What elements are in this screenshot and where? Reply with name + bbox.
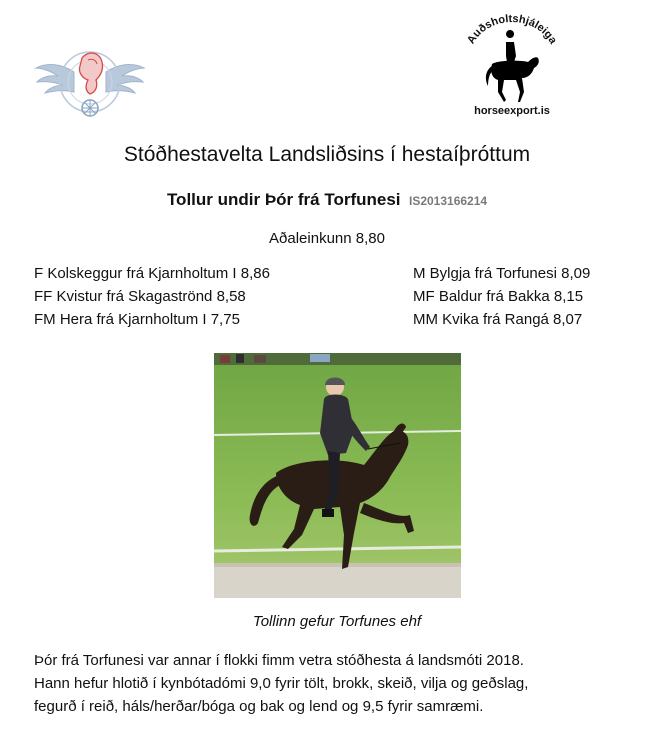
pedigree-line: FF Kvistur frá Skagaströnd 8,58 [34, 288, 246, 305]
page-title: Stóðhestavelta Landsliðsins í hestaíþróttum [123, 143, 531, 166]
logo-top-text: Auðsholtshjáleiga [465, 12, 559, 47]
pedigree-line: F Kolskeggur frá Kjarnholtum I 8,86 [34, 265, 270, 282]
pedigree-dam-side [413, 262, 590, 331]
audsholtshjaleiga-logo [462, 12, 562, 124]
pedigree-line: FM Hera frá Kjarnholtum I 7,75 [34, 311, 240, 328]
rider-on-horse-icon [462, 12, 562, 124]
subtitle-row [0, 190, 654, 210]
main-score: Aðaleinkunn 8,80 [269, 230, 385, 247]
registration-number: IS2013166214 [408, 194, 488, 208]
pedigree-line: MM Kvika frá Rangá 8,07 [413, 311, 583, 328]
description-line: Þór frá Torfunesi var annar í flokki fimm vetra stóðhesta á landsmóti 2018. [34, 652, 524, 669]
description-line: Hann hefur hlotið í kynbótadómi 9,0 fyrir tölt, brokk, skeið, vilja og geðslag, [34, 675, 529, 692]
landssamband-logo [34, 38, 146, 130]
description-line: fegurð í reið, háls/herðar/bóga og bak og lend og 9,5 fyrir samræmi. [34, 698, 484, 715]
photo-caption: Tollinn gefur Torfunes ehf [252, 613, 422, 630]
pedigree-line: MF Baldur frá Bakka 8,15 [413, 288, 584, 305]
pedigree-sire-side [34, 262, 270, 331]
landsliðið-seal-icon [34, 38, 146, 130]
svg-text:Auðsholtshjáleiga [465, 13, 559, 47]
horse-photo [214, 353, 461, 598]
description-text [34, 649, 634, 718]
rider-on-black-horse-photo [214, 353, 461, 598]
logo-bottom-text: horseexport.is [474, 105, 550, 117]
pedigree-line: M Bylgja frá Torfunesi 8,09 [413, 265, 591, 282]
subtitle: Tollur undir Þór frá Torfunesi [166, 190, 401, 209]
